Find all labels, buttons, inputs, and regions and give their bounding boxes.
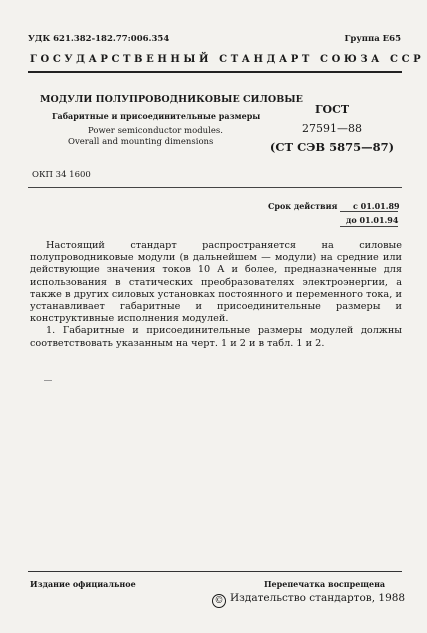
validity-to: до 01.01.94: [346, 215, 399, 225]
validity-label: Срок действия: [268, 201, 338, 211]
document-title-en-line2: Overall and mounting dimensions: [68, 137, 214, 147]
paragraph-dimensions: 1. Габаритные и присоединительные размеры модулей должны соответствовать указанным на черт. 1 и 2 и в табл. 1 и 2.: [30, 325, 402, 349]
validity-from-rule: [340, 211, 398, 212]
document-title-ru: МОДУЛИ ПОЛУПРОВОДНИКОВЫЕ СИЛОВЫЕ: [40, 94, 303, 105]
official-edition-note: Издание официальное: [30, 579, 136, 589]
body-text: [30, 240, 402, 350]
reprint-prohibited-note: Перепечатка воспрещена: [264, 579, 386, 589]
st-sev-number: (СТ СЭВ 5875—87): [269, 140, 395, 154]
header-rule: [28, 71, 402, 73]
footer-rule: [28, 571, 402, 572]
state-standard-heading: ГОСУДАРСТВЕННЫЙ СТАНДАРТ СОЮЗА ССР: [30, 54, 425, 65]
gost-number: 27591—88: [302, 122, 362, 135]
group-code: Группа Е65: [344, 34, 401, 44]
copyright-icon: ©: [212, 594, 226, 608]
separator-dash: [44, 380, 52, 381]
copyright-line: [212, 592, 405, 608]
paragraph-scope: Настоящий стандарт распространяется на силовые полупроводниковые модули (в дальнейшем — модули) на средние или действующие значения токов 10 А и более, предназначенные для использования в статических преобразователях электроэнергии, а также в других силовых установках постоянного и переменного тока, и устанавливает габаритные и присоединительные размеры и конструктивные исполнения модулей.: [30, 240, 402, 325]
validity-to-rule: [340, 226, 398, 227]
okp-rule: [28, 187, 402, 188]
document-title-en-line1: Power semiconductor modules.: [88, 126, 223, 136]
udk-code: УДК 621.382-182.77:006.354: [28, 34, 170, 44]
validity-from: с 01.01.89: [353, 201, 400, 211]
document-subtitle-ru: Габаритные и присоединительные размеры: [52, 111, 261, 121]
copyright-text: Издательство стандартов, 1988: [230, 592, 406, 604]
gost-label: ГОСТ: [314, 103, 350, 116]
gost-block: [258, 103, 406, 154]
okp-code: ОКП 34 1600: [32, 170, 91, 180]
